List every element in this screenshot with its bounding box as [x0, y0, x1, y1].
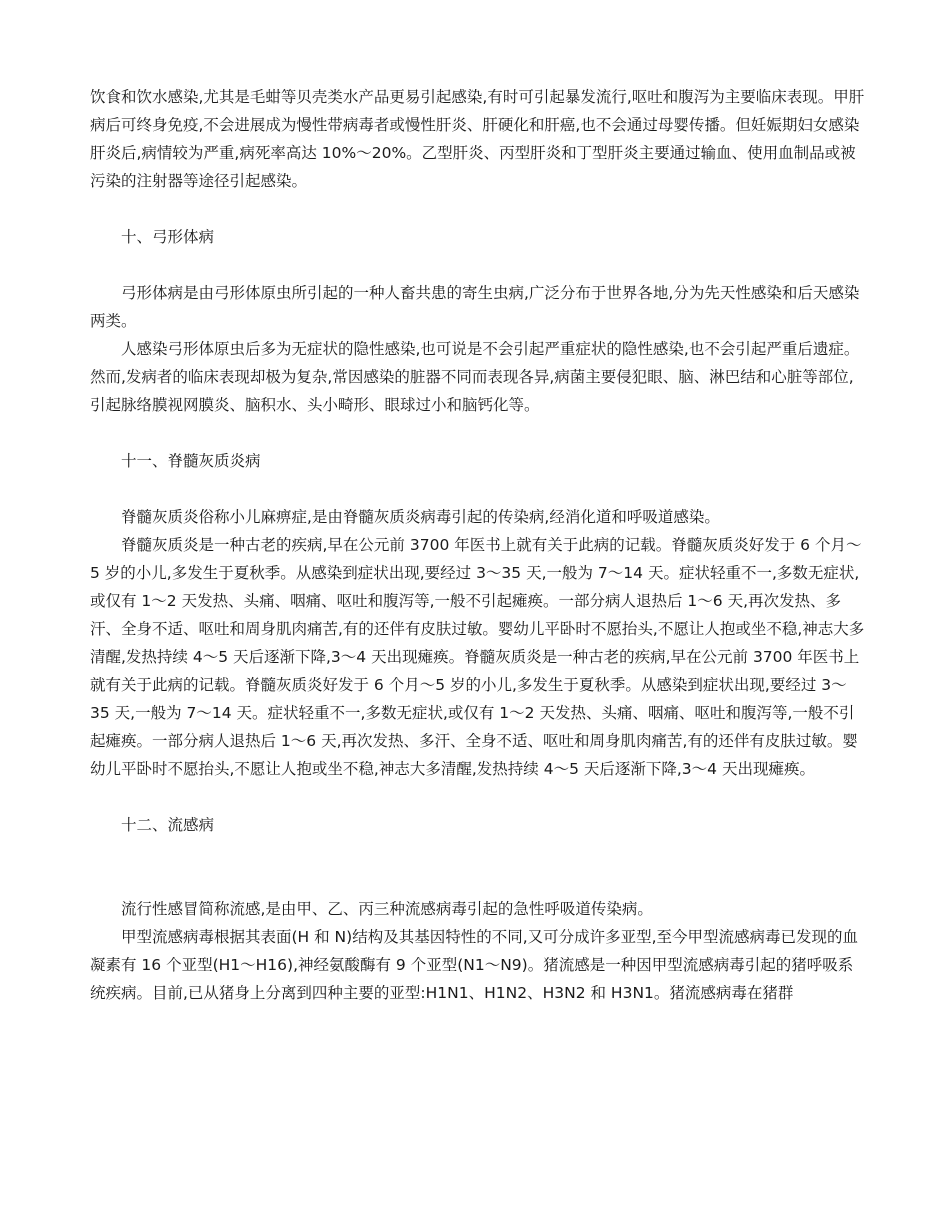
section-heading-toxoplasmosis: 十、弓形体病 [121, 228, 215, 246]
toxoplasmosis-paragraph-2: 人感染弓形体原虫后多为无症状的隐性感染,也可说是不会引起严重症状的隐性感染,也不会引起严重后遗症。然而,发病者的临床表现却极为复杂,常因感染的脏器不同而表现各异,病菌主要侵犯眼、脑、淋巴结和心脏等部位,引起脉络膜视网膜炎、脑积水、头小畸形、眼球过小和脑钙化等。 [90, 340, 860, 414]
influenza-paragraph-2: 甲型流感病毒根据其表面(H 和 N)结构及其基因特性的不同,又可分成许多亚型,至今甲型流感病毒已发现的血凝素有 16 个亚型(H1～H16),神经氨酸酶有 9 个亚型(N1～N9)。猪流感是一种因甲型流感病毒引起的猪呼吸系统疾病。目前,已从猪身上分离到四种主要的亚型:H1N1、H1N2、H3N2 和 H3N1。猪流感病毒在猪群 [90, 928, 859, 1002]
polio-paragraph-1: 脊髓灰质炎俗称小儿麻痹症,是由脊髓灰质炎病毒引起的传染病,经消化道和呼吸道感染。 [121, 508, 720, 526]
influenza-paragraph-1: 流行性感冒简称流感,是由甲、乙、丙三种流感病毒引起的急性呼吸道传染病。 [121, 900, 653, 918]
intro-paragraph: 饮食和饮水感染,尤其是毛蚶等贝壳类水产品更易引起感染,有时可引起暴发流行,呕吐和腹泻为主要临床表现。甲肝病后可终身免疫,不会进展成为慢性带病毒者或慢性肝炎、肝硬化和肝癌,也不会通过母婴传播。但妊娠期妇女感染肝炎后,病情较为严重,病死率高达 10%～20%。乙型肝炎、丙型肝炎和丁型肝炎主要通过输血、使用血制品或被污染的注射器等途径引起感染。 [90, 88, 865, 190]
toxoplasmosis-paragraph-1: 弓形体病是由弓形体原虫所引起的一种人畜共患的寄生虫病,广泛分布于世界各地,分为先天性感染和后天感染两类。 [90, 284, 860, 330]
polio-paragraph-2: 脊髓灰质炎是一种古老的疾病,早在公元前 3700 年医书上就有关于此病的记载。脊髓灰质炎好发于 6 个月～5 岁的小儿,多发生于夏秋季。从感染到症状出现,要经过 3～35 天,一般为 7～14 天。症状轻重不一,多数无症状,或仅有 1～2 天发热、头痛、咽痛、呕吐和腹泻等,一般不引起瘫痪。一部分病人退热后 1～6 天,再次发热、多汗、全身不适、呕吐和周身肌肉痛苦,有的还伴有皮肤过敏。婴幼儿平卧时不愿抬头,不愿让人抱或坐不稳,神志大多清醒,发热持续 4～5 天后逐渐下降,3～4 天出现瘫痪。脊髓灰质炎是一种古老的疾病,早在公元前 3700 年医书上就有关于此病的记载。脊髓灰质炎好发于 6 个月～5 岁的小儿,多发生于夏秋季。从感染到症状出现,要经过 3～35 天,一般为 7～14 天。症状轻重不一,多数无症状,或仅有 1～2 天发热、头痛、咽痛、呕吐和腹泻等,一般不引起瘫痪。一部分病人退热后 1～6 天,再次发热、多汗、全身不适、呕吐和周身肌肉痛苦,有的还伴有皮肤过敏。婴幼儿平卧时不愿抬头,不愿让人抱或坐不稳,神志大多清醒,发热持续 4～5 天后逐渐下降,3～4 天出现瘫痪。 [90, 536, 865, 778]
section-heading-polio: 十一、脊髓灰质炎病 [121, 452, 261, 470]
section-heading-influenza: 十二、流感病 [121, 816, 215, 834]
document-page [90, 83, 865, 1007]
